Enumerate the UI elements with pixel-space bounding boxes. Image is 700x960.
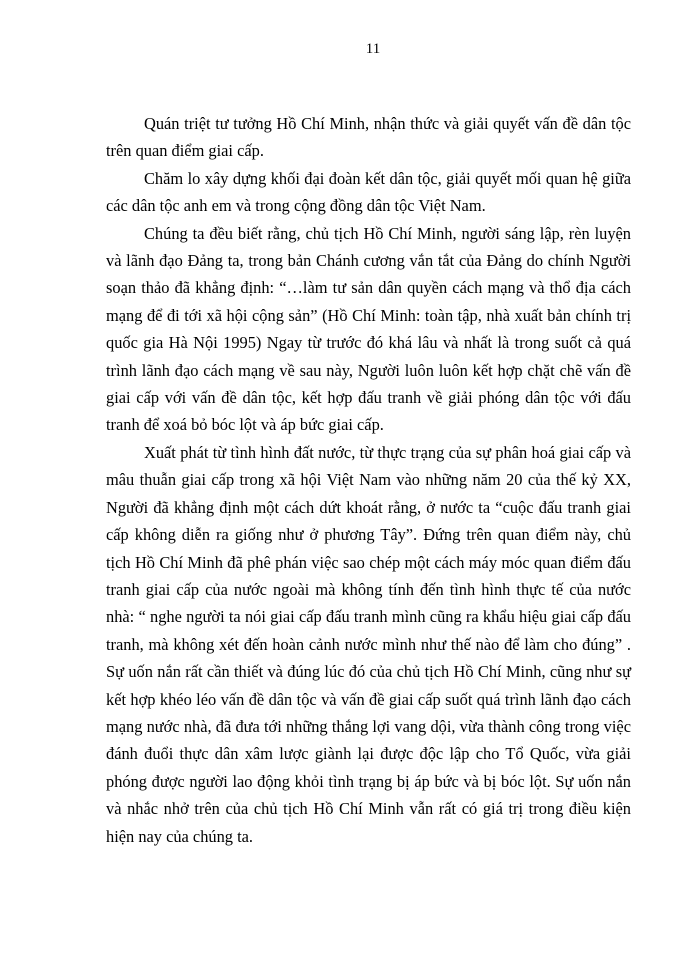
paragraph-2: Chăm lo xây dựng khối đại đoàn kết dân tộc, giải quyết mối quan hệ giữa các dân tộc anh em và trong cộng đồng dân tộc Việt Nam. — [106, 168, 631, 216]
paragraph-1: Quán triệt tư tưởng Hồ Chí Minh, nhận thức và giải quyết vấn đề dân tộc trên quan điểm giai cấp. — [106, 114, 631, 161]
body-text — [106, 110, 631, 850]
paragraph-4: Xuất phát từ tình hình đất nước, từ thực trạng của sự phân hoá giai cấp và mâu thuẫn giai cấp trong xã hội Việt Nam vào những năm 20 của thế kỷ XX, Người đã khẳng định một cách dứt khoát rằng, ở nước ta “cuộc đấu tranh giai cấp không diễn ra giống như ở phương Tây”. Đứng trên quan điểm này, chủ tịch Hồ Chí Minh đã phê phán việc sao chép một cách máy móc quan điểm đấu tranh giai cấp của nước ngoài mà không tính đến tình hình thực tế của nước nhà: “ nghe người ta nói giai cấp đấu tranh mình cũng ra khẩu hiệu giai cấp đấu tranh, mà không xét đến hoàn cảnh nước mình như thế nào để làm cho đúng” . Sự uốn nắn rất cần thiết và đúng lúc đó của chủ tịch Hồ Chí Minh, cũng như sự kết hợp khéo léo vấn đề dân tộc và vấn đề giai cấp suốt quá trình lãnh đạo cách mạng nước nhà, đã đưa tới những thắng lợi vang dội, vừa thành công trong việc đánh đuổi thực dân xâm lược giành lại được độc lập cho Tổ Quốc, vừa giải phóng được người lao động khỏi tình trạng bị áp bức và bị bóc lột. Sự uốn nắn và nhắc nhở trên của chủ tịch Hồ Chí Minh vẫn rất có giá trị trong điều kiện hiện nay của chúng ta. — [106, 442, 631, 846]
paragraph-3: Chúng ta đều biết rằng, chủ tịch Hồ Chí Minh, người sáng lập, rèn luyện và lãnh đạo Đảng ta, trong bản Chánh cương vắn tắt của Đảng do chính Người soạn thảo đã khẳng định: “…làm tư sản dân quyền cách mạng và thổ địa cách mạng để đi tới xã hội cộng sản” (Hồ Chí Minh: toàn tập, nhà xuất bản chính trị quốc gia Hà Nội 1995) Ngay từ trước đó khá lâu và nhất là trong suốt cả quá trình lãnh đạo cách mạng về sau này, Người luôn luôn kết hợp chặt chẽ vấn đề giai cấp với vấn đề dân tộc, kết hợp đấu tranh về giải phóng dân tộc với đấu tranh để xoá bỏ bóc lột và áp bức giai cấp. — [106, 223, 631, 435]
page-number: 11 — [365, 41, 381, 57]
